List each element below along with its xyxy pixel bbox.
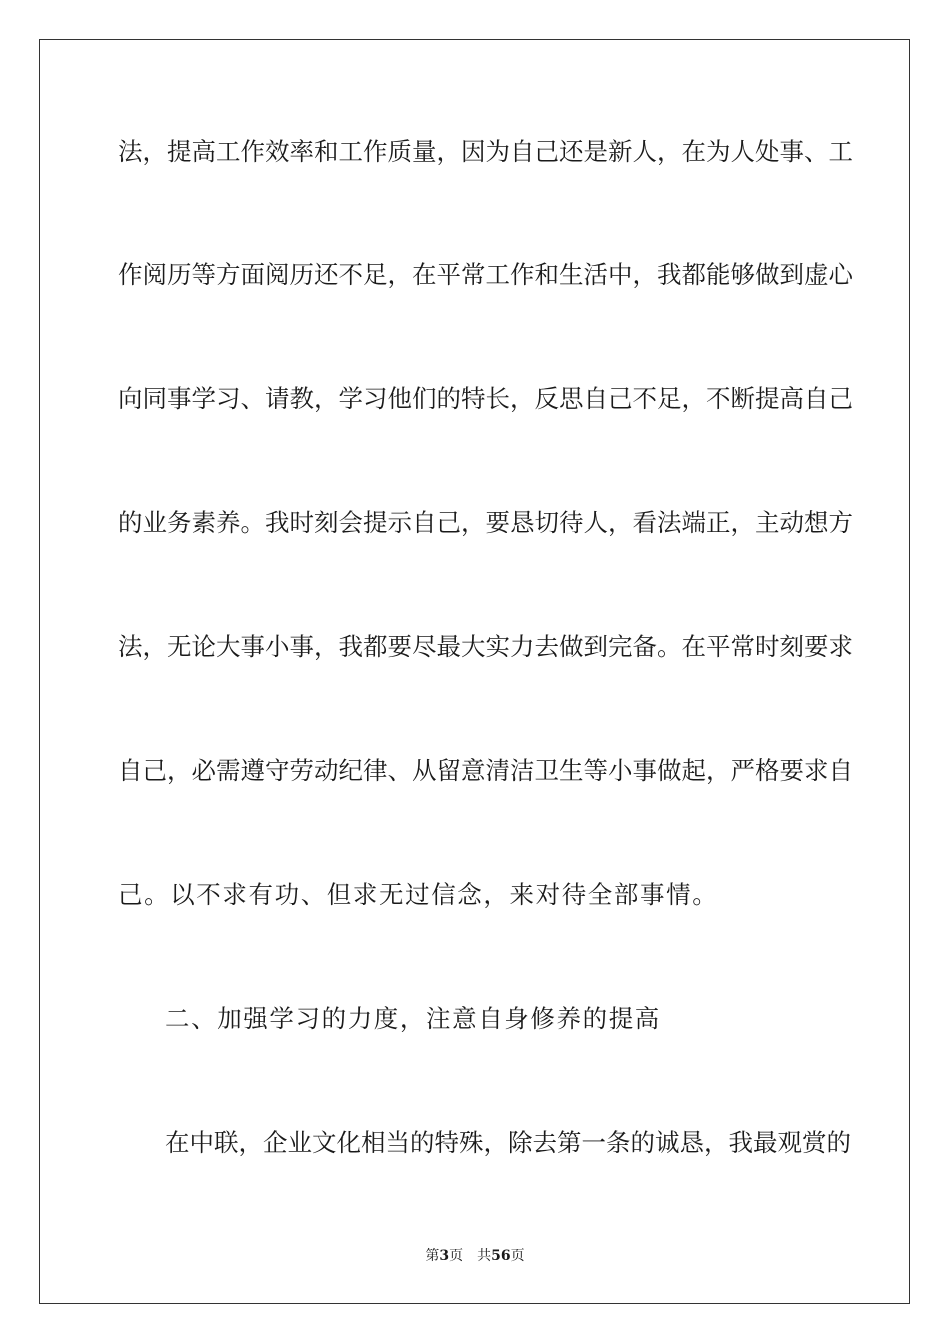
body-text-line: 自己，必需遵守劳动纪律、从留意清洁卫生等小事做起，严格要求自: [118, 756, 853, 785]
body-text-line: 己。以不求有功、但求无过信念，来对待全部事情。: [118, 880, 719, 909]
body-text-line: 法，提高工作效率和工作质量，因为自己还是新人，在为人处事、工: [118, 137, 853, 166]
body-text-line: 法，无论大事小事，我都要尽最大实力去做到完备。在平常时刻要求: [118, 632, 853, 661]
page-number: 3: [439, 1248, 450, 1264]
body-text-line: 向同事学习、请教，学习他们的特长，反思自己不足，不断提高自己: [118, 384, 853, 413]
body-text-line: 作阅历等方面阅历还不足，在平常工作和生活中，我都能够做到虚心: [118, 260, 853, 289]
total-suffix: 页: [510, 1248, 525, 1264]
total-prefix: 共: [477, 1248, 492, 1264]
page-suffix: 页: [449, 1248, 464, 1264]
page-border: [39, 39, 910, 1304]
total-pages: 56: [491, 1248, 511, 1264]
section-heading: 二、加强学习的力度，注意自身修养的提高: [165, 1004, 661, 1033]
paragraph-first-line: 在中联，企业文化相当的特殊，除去第一条的诚恳，我最观赏的: [165, 1128, 851, 1157]
body-text-line: 的业务素养。我时刻会提示自己，要恳切待人，看法端正，主动想方: [118, 508, 853, 537]
page-prefix: 第: [425, 1248, 440, 1264]
page-footer: [0, 1247, 950, 1265]
